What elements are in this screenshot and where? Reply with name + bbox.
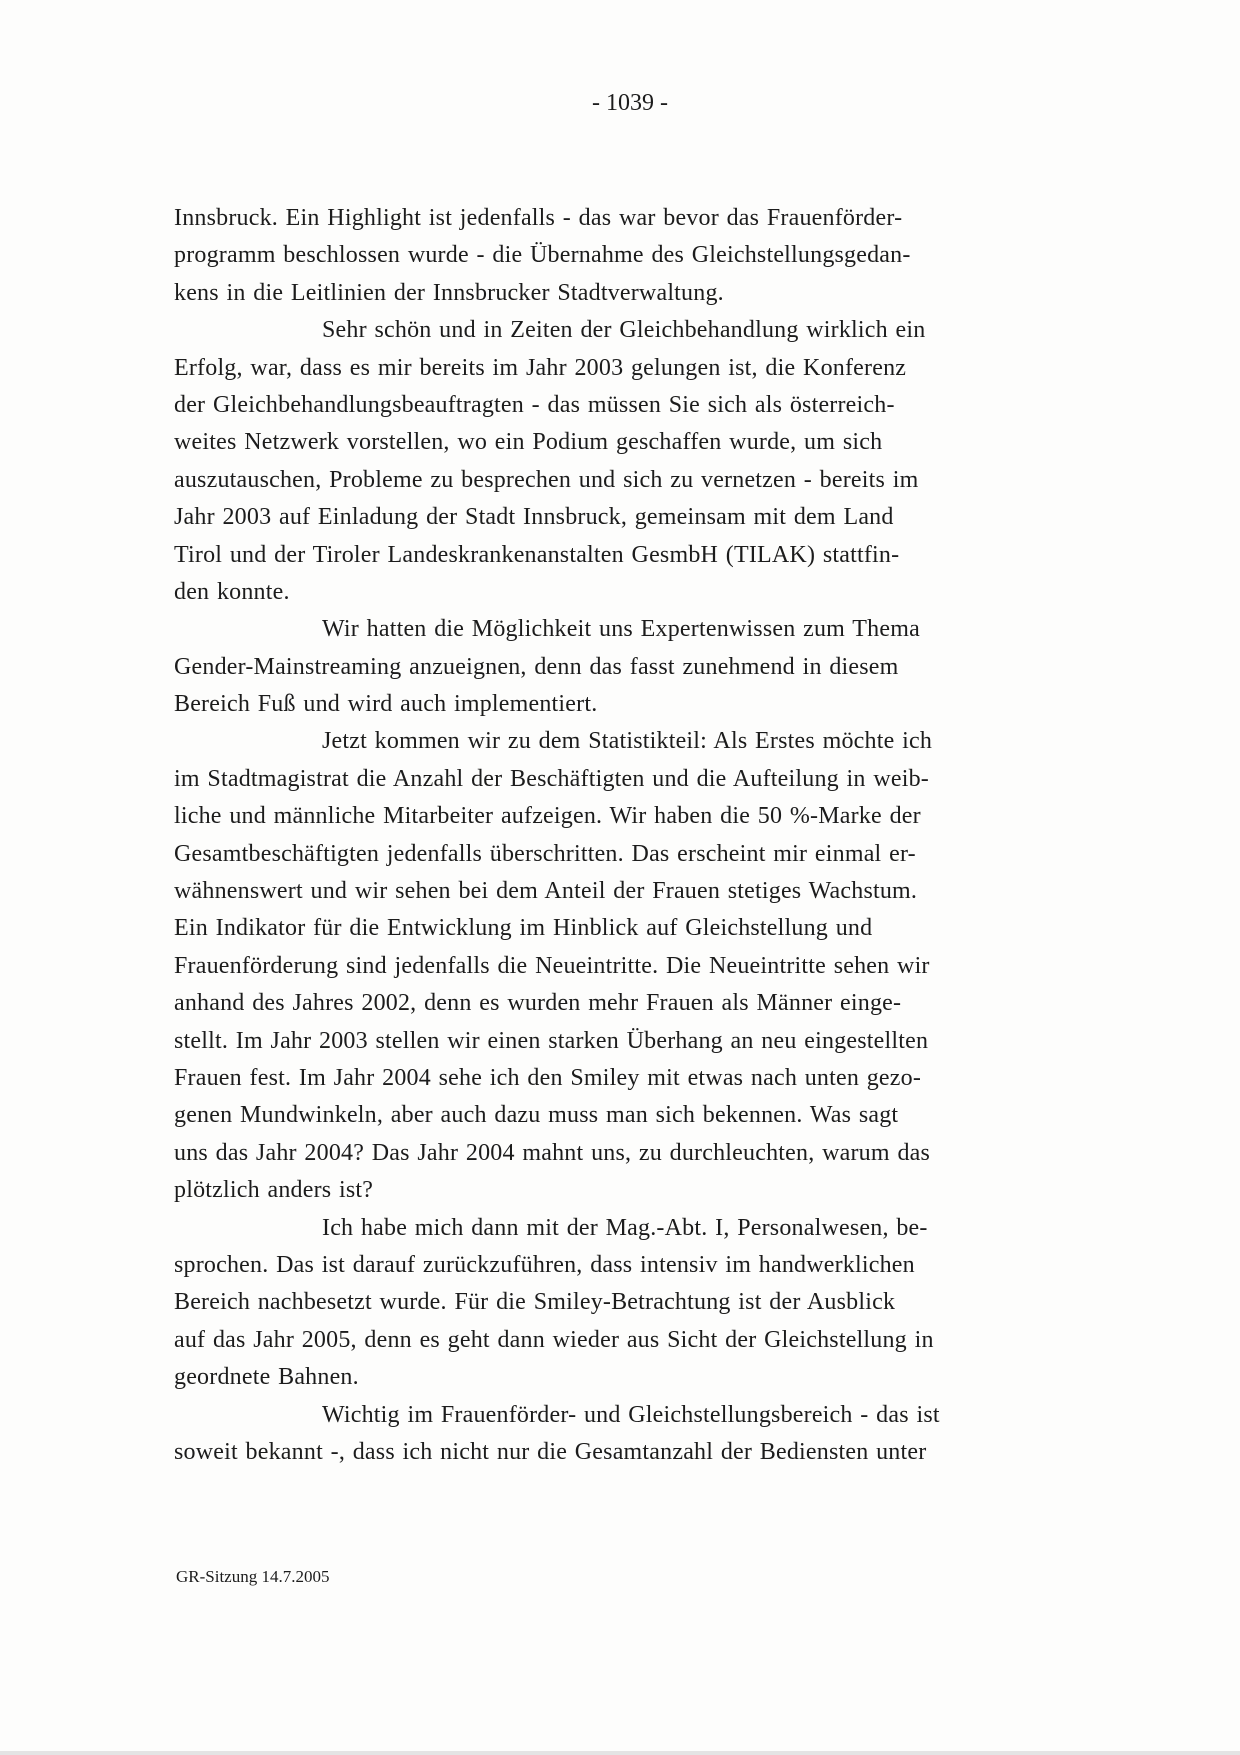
text-line: Sehr schön und in Zeiten der Gleichbehandlung wirklich ein [322,317,926,344]
text-line: kens in die Leitlinien der Innsbrucker Stadtverwaltung. [174,279,724,306]
text-line: Frauenförderung sind jedenfalls die Neueintritte. Die Neueintritte sehen wir [174,952,930,979]
text-line: auszutauschen, Probleme zu besprechen und sich zu vernetzen - bereits im [174,466,919,493]
page-number: - 1039 - [592,90,668,116]
text-line: Bereich nachbesetzt wurde. Für die Smiley-Betrachtung ist der Ausblick [174,1289,896,1316]
text-line: genen Mundwinkeln, aber auch dazu muss man sich bekennen. Was sagt [174,1102,899,1129]
text-line: Gender-Mainstreaming anzueignen, denn das fasst zunehmend in diesem [174,653,899,680]
text-line: Gesamtbeschäftigten jedenfalls überschritten. Das erscheint mir einmal er- [174,840,916,867]
body-text [174,200,1094,1471]
footer-text: GR-Sitzung 14.7.2005 [176,1567,330,1586]
text-line: der Gleichbehandlungsbeauftragten - das müssen Sie sich als österreich- [174,391,895,418]
text-line: auf das Jahr 2005, denn es geht dann wieder aus Sicht der Gleichstellung in [174,1326,934,1353]
text-line: liche und männliche Mitarbeiter aufzeigen. Wir haben die 50 %-Marke der [174,803,921,830]
scan-edge-artifact [0,1751,1240,1755]
text-line: Jetzt kommen wir zu dem Statistikteil: Als Erstes möchte ich [322,728,933,755]
text-line: weites Netzwerk vorstellen, wo ein Podium geschaffen wurde, um sich [174,429,883,456]
text-line: wähnenswert und wir sehen bei dem Anteil der Frauen stetiges Wachstum. [174,878,918,905]
text-line: Ich habe mich dann mit der Mag.-Abt. I, Personalwesen, be- [322,1214,928,1241]
text-line: soweit bekannt -, dass ich nicht nur die Gesamtanzahl der Bediensten unter [174,1438,927,1465]
text-line: Bereich Fuß und wird auch implementiert. [174,691,598,718]
text-line: programm beschlossen wurde - die Übernahme des Gleichstellungsgedan- [174,242,911,269]
text-line: Frauen fest. Im Jahr 2004 sehe ich den Smiley mit etwas nach unten gezo- [174,1064,922,1091]
text-line: Wir hatten die Möglichkeit uns Expertenwissen zum Thema [322,616,920,643]
text-line: Innsbruck. Ein Highlight ist jedenfalls - das war bevor das Frauenförder- [174,205,903,231]
text-line: im Stadtmagistrat die Anzahl der Beschäftigten und die Aufteilung in weib- [174,765,929,792]
text-line: plötzlich anders ist? [174,1177,374,1204]
text-line: Jahr 2003 auf Einladung der Stadt Innsbruck, gemeinsam mit dem Land [174,504,894,531]
text-line: Tirol und der Tiroler Landeskrankenanstalten GesmbH (TILAK) stattfin- [174,541,900,568]
text-line: geordnete Bahnen. [174,1364,359,1391]
text-line: stellt. Im Jahr 2003 stellen wir einen starken Überhang an neu eingestellten [174,1027,929,1054]
text-line: uns das Jahr 2004? Das Jahr 2004 mahnt uns, zu durchleuchten, warum das [174,1139,931,1166]
text-line: sprochen. Das ist darauf zurückzuführen, dass intensiv im handwerklichen [174,1251,915,1278]
text-line: Ein Indikator für die Entwicklung im Hinblick auf Gleichstellung und [174,915,873,942]
text-line: Wichtig im Frauenförder- und Gleichstellungsbereich - das ist [322,1401,940,1428]
text-line: den konnte. [174,578,290,605]
text-line: anhand des Jahres 2002, denn es wurden mehr Frauen als Männer einge- [174,990,902,1017]
text-line: Erfolg, war, dass es mir bereits im Jahr 2003 gelungen ist, die Konferenz [174,354,907,381]
